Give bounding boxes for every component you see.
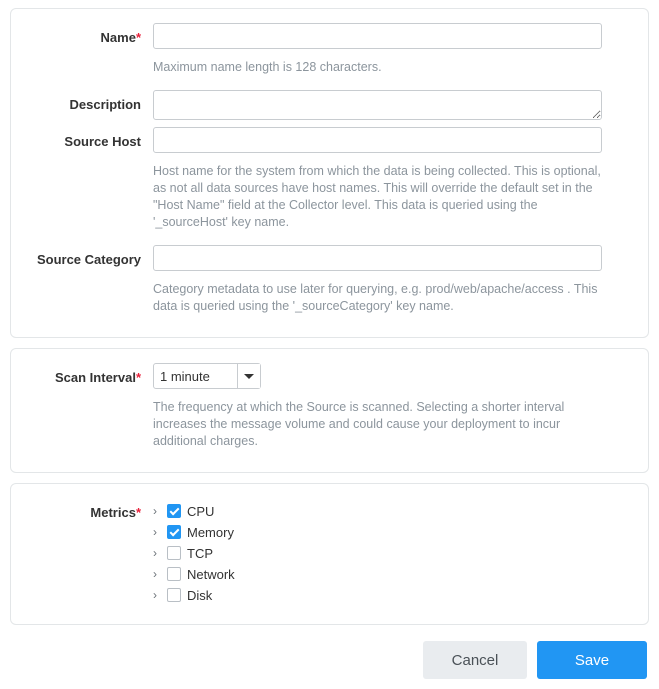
source-host-helper-text: Host name for the system from which the data is being collected. This is optional, as not all data sources have host names. This will override the default set in the "Host Name" field at the Collector level. This data is queried using the '_sourceHost' key name. — [153, 164, 601, 229]
source-category-helper-row — [23, 275, 636, 319]
name-helper-text: Maximum name length is 128 characters. — [153, 60, 382, 74]
metrics-checkbox-network[interactable] — [167, 567, 181, 581]
chevron-right-icon[interactable]: › — [153, 525, 157, 539]
metrics-item-label: TCP — [187, 545, 213, 561]
description-field-row — [23, 90, 636, 123]
scan-interval-card — [10, 348, 649, 473]
metrics-item-label: Disk — [187, 587, 213, 603]
general-settings-card — [10, 8, 649, 338]
metrics-label-text: Metrics — [90, 505, 136, 520]
metrics-checkbox-tcp[interactable] — [167, 546, 181, 560]
spacer — [23, 157, 153, 164]
list-item[interactable] — [153, 501, 636, 521]
metrics-item-label: Memory — [187, 524, 234, 540]
list-item[interactable] — [153, 543, 636, 563]
spacer — [23, 275, 153, 282]
metrics-item-label: Network — [187, 566, 235, 582]
scan-interval-helper-text: The frequency at which the Source is scanned. Selecting a shorter interval increases the message volume and could cause your deployment to incur additional charges. — [153, 400, 565, 448]
description-textarea[interactable] — [153, 90, 602, 120]
required-asterisk: * — [135, 505, 141, 520]
metrics-checkbox-cpu[interactable] — [167, 504, 181, 518]
required-asterisk: * — [135, 370, 141, 385]
name-label — [23, 23, 153, 45]
cancel-button[interactable]: Cancel — [423, 641, 527, 679]
source-category-field-row — [23, 245, 636, 271]
scan-interval-label — [23, 363, 153, 385]
list-item[interactable] — [153, 522, 636, 542]
list-item[interactable] — [153, 564, 636, 584]
metrics-item-label: CPU — [187, 503, 215, 519]
name-field-row — [23, 23, 636, 49]
source-category-helper-text: Category metadata to use later for querying, e.g. prod/web/apache/access . This data is queried using the '_sourceCategory' key name. — [153, 282, 598, 313]
scan-interval-select-wrapper — [153, 363, 261, 389]
spacer — [23, 393, 153, 400]
scan-interval-select[interactable] — [153, 363, 261, 389]
name-label-text: Name — [100, 30, 136, 45]
chevron-right-icon[interactable]: › — [153, 546, 157, 560]
name-helper-row — [23, 53, 636, 86]
source-host-label: Source Host — [64, 134, 141, 149]
chevron-right-icon[interactable]: › — [153, 567, 157, 581]
required-asterisk: * — [135, 30, 141, 45]
form-footer — [10, 635, 649, 689]
name-input[interactable] — [153, 23, 602, 49]
source-host-input[interactable] — [153, 127, 602, 153]
chevron-right-icon[interactable]: › — [153, 588, 157, 602]
scan-interval-helper-row — [23, 393, 636, 454]
metrics-checkbox-disk[interactable] — [167, 588, 181, 602]
scan-interval-label-text: Scan Interval — [55, 370, 136, 385]
metrics-checkbox-memory[interactable] — [167, 525, 181, 539]
source-category-label: Source Category — [36, 252, 141, 267]
source-host-helper-row — [23, 157, 636, 241]
metrics-label — [23, 498, 153, 520]
save-button[interactable]: Save — [537, 641, 647, 679]
source-host-field-row — [23, 127, 636, 153]
scan-interval-row — [23, 363, 636, 389]
chevron-right-icon[interactable]: › — [153, 504, 157, 518]
description-label: Description — [69, 97, 141, 112]
metrics-list — [153, 498, 636, 605]
spacer — [23, 53, 153, 60]
metrics-row — [23, 498, 636, 606]
list-item[interactable] — [153, 585, 636, 605]
metrics-card — [10, 483, 649, 625]
source-category-input[interactable] — [153, 245, 602, 271]
